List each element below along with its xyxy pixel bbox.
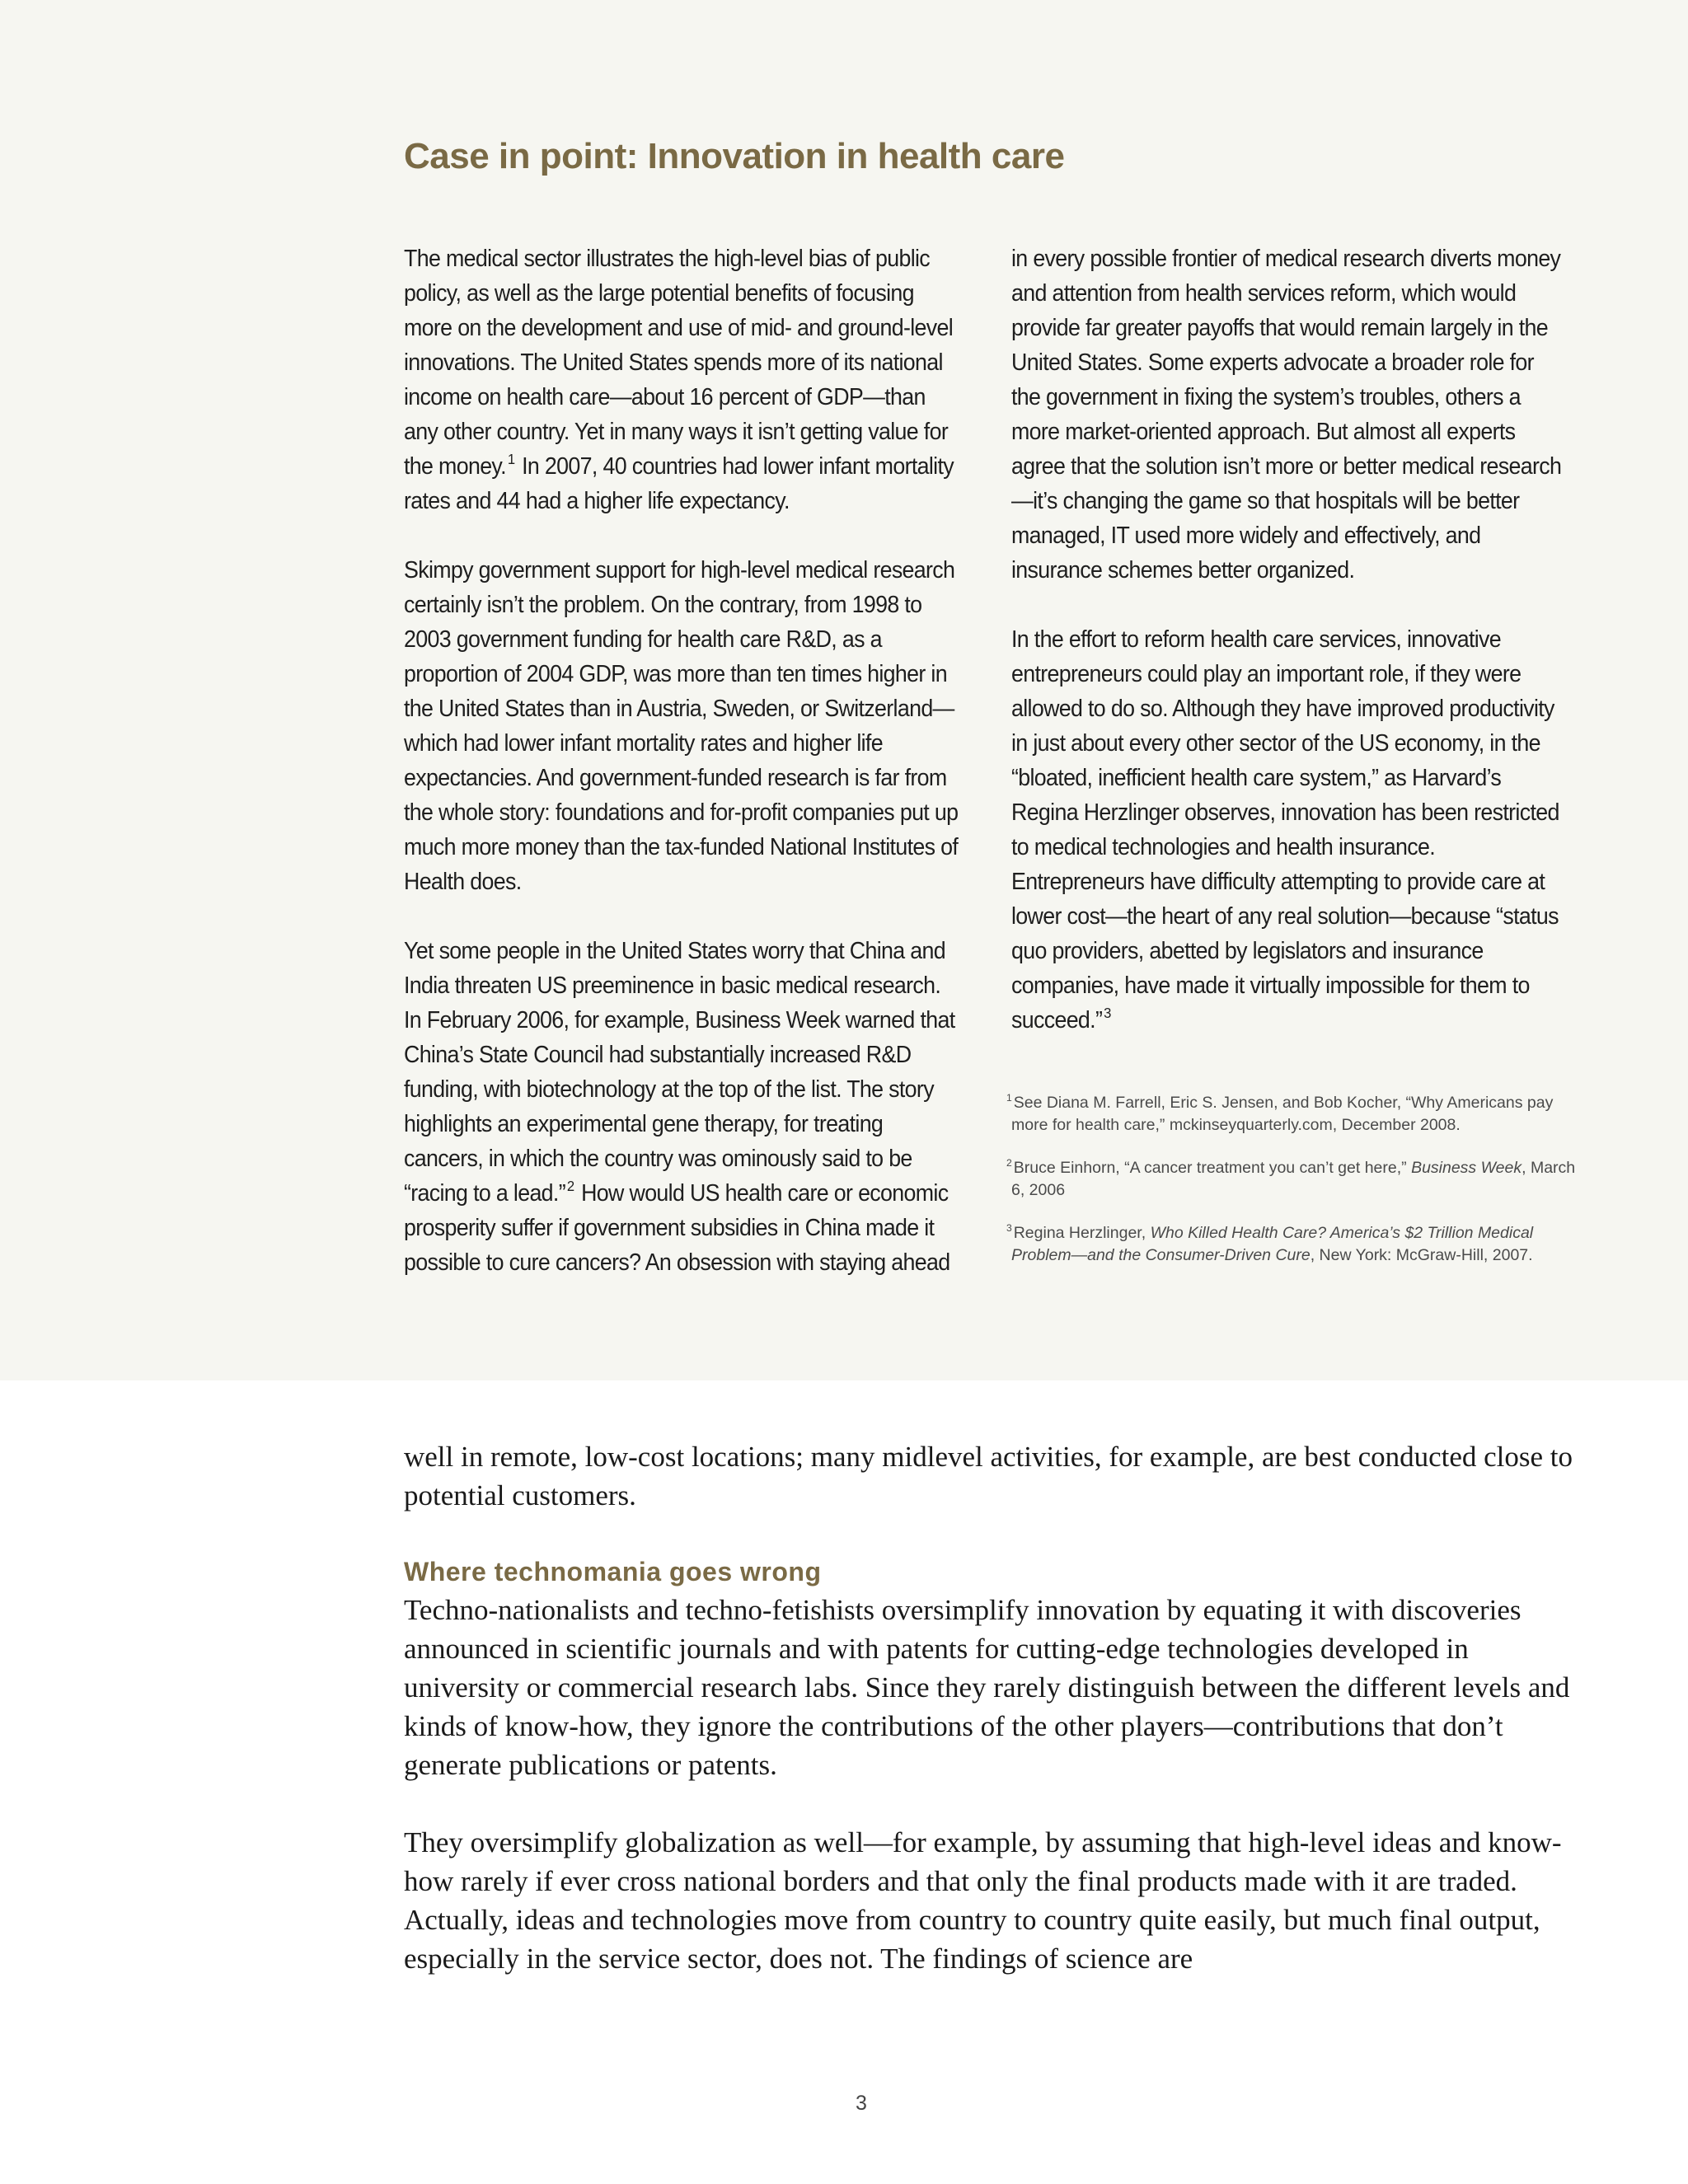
body-paragraph: well in remote, low-cost locations; many midlevel activities, for example, are best conducted close to potential customers. — [404, 1441, 1573, 1511]
footnote-ref: 1 — [507, 450, 515, 467]
panel-left-column — [404, 241, 960, 1315]
footnote-ref: 2 — [566, 1177, 574, 1194]
section-heading: Where technomania goes wrong — [404, 1557, 822, 1586]
panel-paragraph: Yet some people in the United States worry that China and India threaten US preeminence in basic medical research. In February 2006, for example, Business Week warned that China’s State Council had substantially increased R&D funding, with biotechnology at the top of the list. The story highlights an experimental gene therapy, for treating cancers, in which the country was ominously said to be “racing to a lead.” $^2$ How would US health care or economic prosperity suffer if government subsidies in China made it possible to cure cancers? An obsession with staying ahead — [404, 938, 955, 1276]
panel-paragraph: In the effort to reform health care services, innovative entrepreneurs could play an important role, if they were allowed to do so. Although they have improved productivity in just about every other sector of the US economy, in the “bloated, inefficient health care system,” as Harvard’s Regina Herzlinger observes, innovation has been restricted to medical technologies and health insurance. Entrepreneurs have difficulty attempting to provide care at lower cost—the heart of any real solution—because “status quo providers, abetted by legislators and insurance companies, have made it virtually impossible for them to succeed.” $^3$ — [1011, 626, 1559, 1033]
footnote: $^2$ Bruce Einhorn, “A cancer treatment you can’t get here,” Business Week, March 6, 2006 — [1006, 1156, 1576, 1199]
footnote-ref: 3 — [1104, 1004, 1111, 1021]
panel-paragraph: in every possible frontier of medical research diverts money and attention from health services reform, which would provide far greater payoffs that would remain largely in the United States. Some experts advocate a broader role for the government in fixing the system’s troubles, others a more market-oriented approach. But almost all experts agree that the solution isn’t more or better medical research—it’s changing the game so that hospitals will be better managed, IT used more widely and effectively, and insurance schemes better organized. — [1011, 246, 1562, 583]
main-body-text — [404, 1437, 1574, 2017]
panel-right-column — [1011, 241, 1568, 1072]
footnote: $^3$ Regina Herzlinger, Who Killed Health Care? America’s $2 Trillion Medical Problem—and the Consumer-Driven Cure, New York: McGraw-Hill, 2007. — [1006, 1221, 1534, 1264]
panel-paragraph: The medical sector illustrates the high-level bias of public policy, as well as the large potential benefits of focusing more on the development and use of mid- and ground-level innovations. The United States spends more of its national income on health care—about 16 percent of GDP—than any other country. Yet in many ways it isn’t getting value for the money. $^1$ In 2007, 40 countries had lower infant mortality rates and 44 had a higher life expectancy. — [404, 246, 954, 514]
panel-paragraph: Skimpy government support for high-level medical research certainly isn’t the problem. On the contrary, from 1998 to 2003 government funding for health care R&D, as a proportion of 2004 GDP, was more than ten times higher in the United States than in Austria, Sweden, or Switzerland—which had lower infant mortality rates and higher life expectancies. And government-funded research is far from the whole story: foundations and for-profit companies put up much more money than the tax-funded National Institutes of Health does. — [404, 557, 959, 895]
page-number: 3 — [856, 2092, 867, 2115]
panel-title: Case in point: Innovation in health care — [404, 136, 1065, 176]
body-paragraph: Techno-nationalists and techno-fetishists oversimplify innovation by equating it with discoveries announced in scientific journals and with patents for cutting-edge technologies developed in university or commercial research labs. Since they rarely distinguish between the different levels and kinds of know-how, they ignore the contributions of the other players—contributions that don’t generate publications or patents. — [404, 1594, 1570, 1781]
body-paragraph: They oversimplify globalization as well—for example, by assuming that high-level ideas and know-how rarely if ever cross national borders and that only the final products made with it are traded. Actually, ideas and technologies move from country to country quite easily, but much final output, especially in the service sector, does not. The findings of science are — [404, 1826, 1562, 1975]
footnotes — [1005, 1092, 1582, 1287]
footnote: $^1$ See Diana M. Farrell, Eric S. Jensen, and Bob Kocher, “Why Americans pay more for health care,” mckinseyquarterly.com, December 2008. — [1006, 1091, 1554, 1134]
